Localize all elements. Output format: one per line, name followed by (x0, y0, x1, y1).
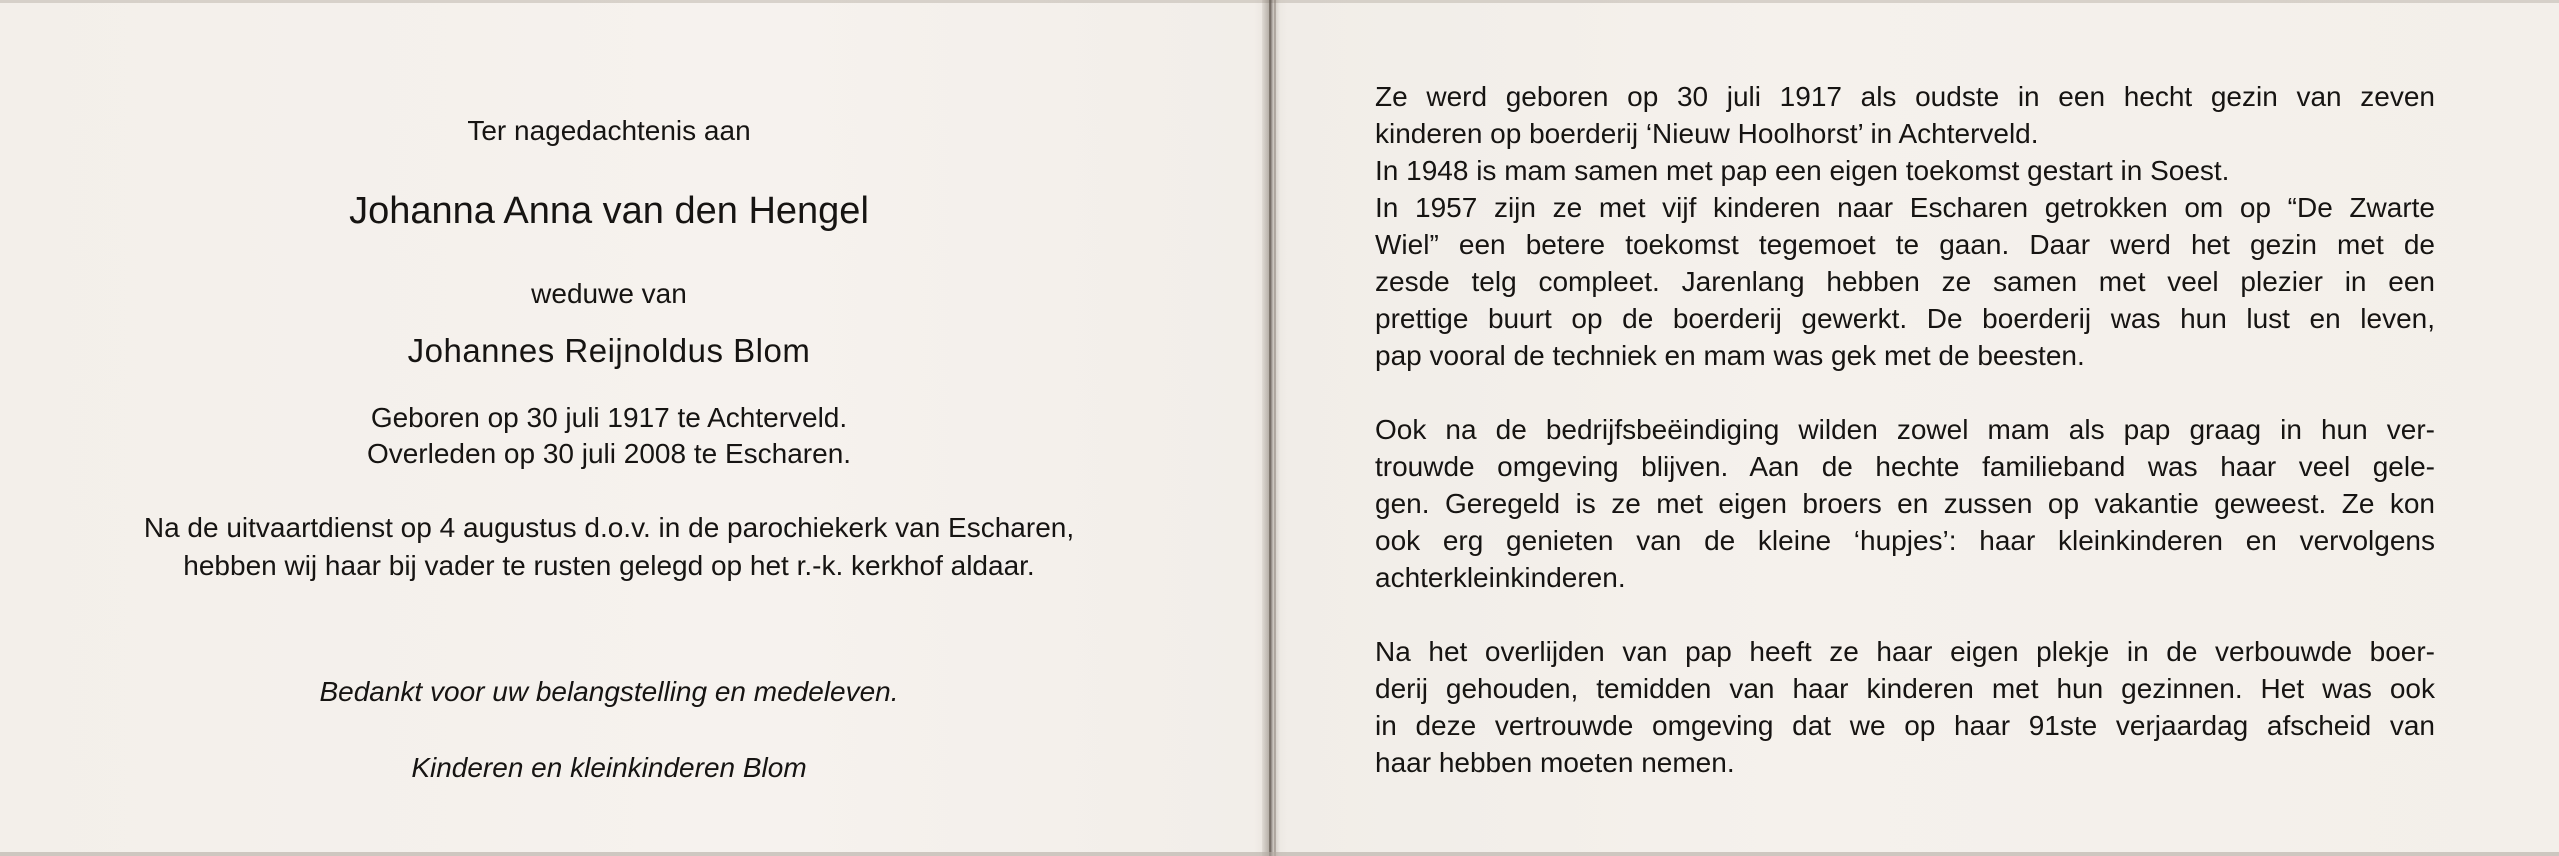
bio-line: trouwde omgeving blijven. Aan de hechte familieband was haar veel gele- (1375, 451, 2435, 482)
deceased-name: Johanna Anna van den Hengel (349, 190, 869, 232)
bio-line: achterkleinkinderen. (1375, 562, 1626, 593)
husband-name: Johannes Reijnoldus Blom (407, 332, 811, 369)
family-signature: Kinderen en kleinkinderen Blom (411, 752, 807, 783)
biography-text (1375, 78, 2435, 781)
funeral-service-line-1: Na de uitvaartdienst op 4 augustus d.o.v. in de parochiekerk van Escharen, (143, 512, 1075, 543)
bio-line: in deze vertrouwde omgeving dat we op haar 91ste verjaardag afscheid van (1375, 710, 2435, 741)
bio-line: In 1957 zijn ze met vijf kinderen naar Escharen getrokken om op “De Zwarte (1375, 192, 2435, 223)
bio-line: Wiel” een betere toekomst tegemoet te gaan. Daar werd het gezin met de (1375, 229, 2435, 260)
fold-crease-shadow (1274, 0, 1276, 856)
bio-line: derij gehouden, temidden van haar kinderen met hun gezinnen. Het was ook (1375, 673, 2435, 704)
fold-crease (1269, 0, 1271, 856)
bio-line: ook erg genieten van de kleine ‘hupjes’: haar kleinkinderen en vervolgens (1375, 525, 2435, 556)
bio-line: pap vooral de techniek en mam was gek met de beesten. (1375, 340, 2085, 371)
bio-line: Ook na de bedrijfsbeëindiging wilden zowel mam als pap graag in hun ver- (1375, 414, 2435, 445)
paragraph-gap (1375, 596, 2435, 633)
card-fold (1262, 0, 1280, 856)
funeral-service-line-2: hebben wij haar bij vader te rusten gelegd op het r.-k. kerkhof aldaar. (183, 550, 1035, 581)
left-panel (0, 0, 1262, 856)
bio-line: Ze werd geboren op 30 juli 1917 als oudste in een hecht gezin van zeven (1375, 81, 2435, 112)
widow-of-label: weduwe van (531, 278, 687, 309)
thanks-line: Bedankt voor uw belangstelling en medeleven. (319, 676, 899, 707)
bio-line: In 1948 is mam samen met pap een eigen toekomst gestart in Soest. (1375, 155, 2230, 186)
card-bottom-edge (0, 852, 2559, 856)
bio-line: prettige buurt op de boerderij gewerkt. De boerderij was hun lust en leven, (1375, 303, 2435, 334)
birth-line: Geboren op 30 juli 1917 te Achterveld. (370, 402, 848, 433)
bio-line: gen. Geregeld is ze met eigen broers en zussen op vakantie geweest. Ze kon (1375, 488, 2435, 519)
bio-line: Na het overlijden van pap heeft ze haar eigen plekje in de verbouwde boer- (1375, 636, 2435, 667)
death-line: Overleden op 30 juli 2008 te Escharen. (366, 438, 852, 469)
paragraph-gap (1375, 374, 2435, 411)
bio-line: kinderen op boerderij ‘Nieuw Hoolhorst’ in Achterveld. (1375, 118, 2039, 149)
in-memory-heading: Ter nagedachtenis aan (467, 115, 751, 146)
bio-line: haar hebben moeten nemen. (1375, 747, 1735, 778)
bio-line: zesde telg compleet. Jarenlang hebben ze samen met veel plezier in een (1375, 266, 2435, 297)
